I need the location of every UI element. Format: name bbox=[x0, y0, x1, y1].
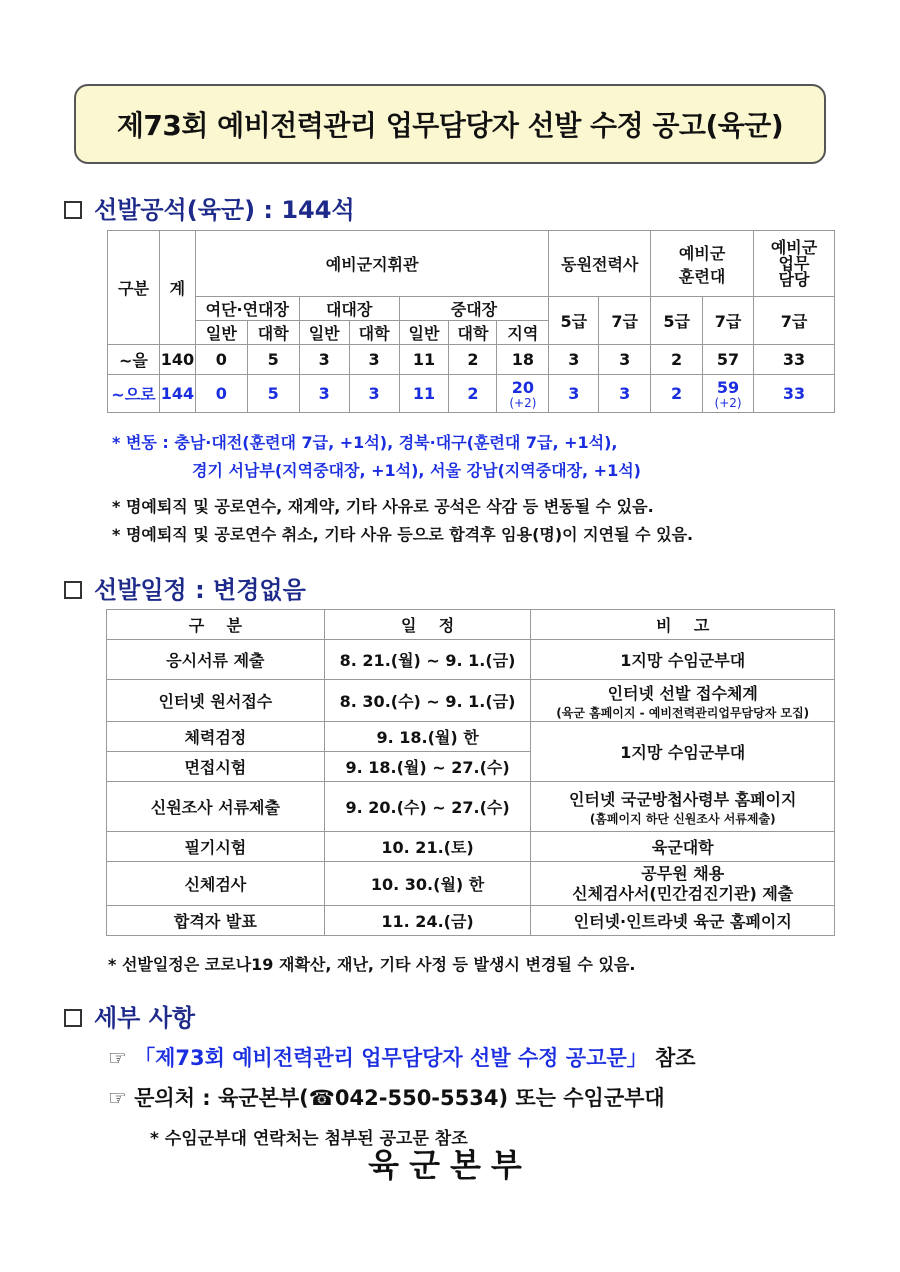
schedule-row bbox=[107, 640, 835, 680]
hdr-brigade: 여단·연대장 bbox=[195, 297, 299, 321]
hdr-general3: 일반 bbox=[399, 321, 449, 345]
cell: 18 bbox=[497, 345, 549, 375]
hdr-gye: 계 bbox=[159, 231, 195, 345]
section-seats-heading bbox=[64, 190, 355, 225]
cell: 3 bbox=[599, 345, 651, 375]
hdr-grade7c: 7급 bbox=[754, 297, 835, 345]
schedule-row bbox=[107, 782, 835, 832]
row-before bbox=[108, 345, 835, 375]
hdr-reserve-staff: 예비군 업무 담당 bbox=[754, 231, 835, 297]
schedule-date: 9. 18.(월) ~ 27.(수) bbox=[324, 752, 531, 782]
cell: 2 bbox=[651, 375, 703, 413]
change-note: (+2) bbox=[714, 396, 742, 410]
hdr-gubun: 구분 bbox=[108, 231, 160, 345]
schedule-row bbox=[107, 906, 835, 936]
section-details-heading bbox=[64, 998, 195, 1033]
schedule-note-main: 공무원 채용 bbox=[641, 863, 725, 883]
schedule-date: 9. 20.(수) ~ 27.(수) bbox=[324, 782, 531, 832]
cell: 11 bbox=[399, 375, 449, 413]
cell: 5 bbox=[247, 375, 299, 413]
schedule-note-line: * 선발일정은 코로나19 재확산, 재난, 기타 사정 등 발생시 변경될 수 있음. bbox=[108, 955, 636, 974]
section-schedule-heading bbox=[64, 570, 306, 605]
schedule-item: 필기시험 bbox=[107, 832, 325, 862]
checkbox-square-icon bbox=[64, 1009, 82, 1027]
cell: 5 bbox=[247, 345, 299, 375]
page-title: 제73회 예비전력관리 업무담당자 선발 수정 공고(육군) bbox=[116, 109, 784, 142]
cell: 2 bbox=[651, 345, 703, 375]
schedule-item: 인터넷 원서접수 bbox=[107, 680, 325, 722]
title-box bbox=[74, 84, 826, 164]
seat-table bbox=[107, 230, 835, 413]
note-line: * 명예퇴직 및 공로연수 취소, 기타 사유 등으로 합격후 임용(명)이 지연될 수 있음. bbox=[112, 525, 694, 544]
cell: 0 bbox=[195, 375, 247, 413]
hdr-training-unit: 예비군 훈련대 bbox=[651, 231, 754, 297]
schedule-note-sub: (육군 홈페이지 - 예비전력관리업무담당자 모집) bbox=[556, 705, 810, 720]
cell: 3 bbox=[349, 375, 399, 413]
cell: 11 bbox=[399, 345, 449, 375]
hdr-commander: 예비군지휘관 bbox=[195, 231, 548, 297]
hdr-grade5a: 5급 bbox=[549, 297, 599, 345]
cell: 3 bbox=[299, 345, 349, 375]
cell: 3 bbox=[299, 375, 349, 413]
schedule-item: 응시서류 제출 bbox=[107, 640, 325, 680]
pointing-hand-icon: ☞ bbox=[108, 1046, 127, 1070]
cell: 140 bbox=[159, 345, 195, 375]
cell: 0 bbox=[195, 345, 247, 375]
hdr-region: 지역 bbox=[497, 321, 549, 345]
schedule-item: 신체검사 bbox=[107, 862, 325, 906]
schedule-row bbox=[107, 722, 835, 752]
detail-reference-suffix: 참조 bbox=[654, 1046, 696, 1070]
hdr-company: 중대장 bbox=[399, 297, 549, 321]
section-seats-title: 선발공석(육군) : 144석 bbox=[94, 196, 355, 224]
hdr-general1: 일반 bbox=[195, 321, 247, 345]
schedule-date: 11. 24.(금) bbox=[324, 906, 531, 936]
cell: 33 bbox=[754, 345, 835, 375]
footer-org: 육군본부 bbox=[368, 1146, 532, 1184]
change-note-line2: 경기 서남부(지역중대장, +1석), 서울 강남(지역중대장, +1석) bbox=[192, 461, 641, 480]
row-after bbox=[108, 375, 835, 413]
cell-training-change bbox=[703, 375, 754, 413]
schedule-row bbox=[107, 832, 835, 862]
schedule-row bbox=[107, 862, 835, 906]
cell: 33 bbox=[754, 375, 835, 413]
schedule-note bbox=[531, 680, 835, 722]
cell-value: 59 bbox=[716, 378, 740, 397]
detail-contact bbox=[108, 1082, 665, 1112]
hdr-battalion: 대대장 bbox=[299, 297, 399, 321]
cell-value: 20 bbox=[511, 378, 534, 397]
hdr-note: 비 고 bbox=[531, 610, 835, 640]
section-schedule-title: 선발일정 : 변경없음 bbox=[94, 576, 306, 604]
detail-reference bbox=[108, 1042, 696, 1072]
schedule-date: 9. 18.(월) 한 bbox=[324, 722, 531, 752]
schedule-note: 1지망 수임군부대 bbox=[531, 640, 835, 680]
cell-region-change bbox=[497, 375, 549, 413]
cell: 3 bbox=[549, 375, 599, 413]
cell: 3 bbox=[349, 345, 399, 375]
hdr-grade7b: 7급 bbox=[703, 297, 754, 345]
cell: 2 bbox=[449, 375, 497, 413]
schedule-table bbox=[106, 609, 835, 936]
schedule-item: 신원조사 서류제출 bbox=[107, 782, 325, 832]
hdr-item: 구 분 bbox=[107, 610, 325, 640]
schedule-note-main: 인터넷 국군방첩사령부 홈페이지 bbox=[568, 789, 797, 809]
hdr-date: 일 정 bbox=[324, 610, 531, 640]
schedule-note bbox=[531, 782, 835, 832]
cell: 3 bbox=[599, 375, 651, 413]
hdr-college1: 대학 bbox=[247, 321, 299, 345]
hdr-mobilization: 동원전력사 bbox=[549, 231, 651, 297]
schedule-item: 체력검정 bbox=[107, 722, 325, 752]
change-note-line1: * 변동 : 충남·대전(훈련대 7급, +1석), 경북·대구(훈련대 7급, +1석), bbox=[112, 433, 618, 452]
cell: 2 bbox=[449, 345, 497, 375]
schedule-note: 인터넷·인트라넷 육군 홈페이지 bbox=[531, 906, 835, 936]
schedule-note: 육군대학 bbox=[531, 832, 835, 862]
row-after-label: ~으로 bbox=[108, 375, 160, 413]
hdr-grade7a: 7급 bbox=[599, 297, 651, 345]
schedule-date: 8. 21.(월) ~ 9. 1.(금) bbox=[324, 640, 531, 680]
schedule-date: 8. 30.(수) ~ 9. 1.(금) bbox=[324, 680, 531, 722]
notice-doc-link[interactable]: 「제73회 예비전력관리 업무담당자 선발 수정 공고문」 bbox=[134, 1046, 648, 1070]
change-note: (+2) bbox=[509, 396, 537, 410]
cell: 144 bbox=[159, 375, 195, 413]
hdr-college3: 대학 bbox=[449, 321, 497, 345]
schedule-note-sub: 신체검사서(민간검진기관) 제출 bbox=[572, 883, 794, 903]
note-line: * 명예퇴직 및 공로연수, 재계약, 기타 사유로 공석은 삭감 등 변동될 수 있음. bbox=[112, 497, 654, 516]
hdr-college2: 대학 bbox=[349, 321, 399, 345]
schedule-row bbox=[107, 680, 835, 722]
checkbox-square-icon bbox=[64, 581, 82, 599]
section-details-title: 세부 사항 bbox=[94, 1004, 196, 1032]
contact-text: 문의처 : 육군본부(☎042-550-5534) 또는 수임군부대 bbox=[134, 1086, 665, 1110]
schedule-date: 10. 30.(월) 한 bbox=[324, 862, 531, 906]
cell: 57 bbox=[703, 345, 754, 375]
contact-note: * 수임군부대 연락처는 첨부된 공고문 참조 bbox=[150, 1129, 468, 1149]
schedule-note: 1지망 수임군부대 bbox=[531, 722, 835, 782]
hdr-general2: 일반 bbox=[299, 321, 349, 345]
schedule-note-main: 인터넷 선발 접수체계 bbox=[607, 683, 758, 703]
schedule-item: 합격자 발표 bbox=[107, 906, 325, 936]
schedule-date: 10. 21.(토) bbox=[324, 832, 531, 862]
cell: 3 bbox=[549, 345, 599, 375]
hdr-grade5b: 5급 bbox=[651, 297, 703, 345]
checkbox-square-icon bbox=[64, 201, 82, 219]
pointing-hand-icon: ☞ bbox=[108, 1086, 127, 1110]
schedule-note-sub: (홈페이지 하단 신원조사 서류제출) bbox=[589, 811, 776, 826]
schedule-item: 면접시험 bbox=[107, 752, 325, 782]
schedule-note bbox=[531, 862, 835, 906]
row-before-label: ~을 bbox=[108, 345, 160, 375]
